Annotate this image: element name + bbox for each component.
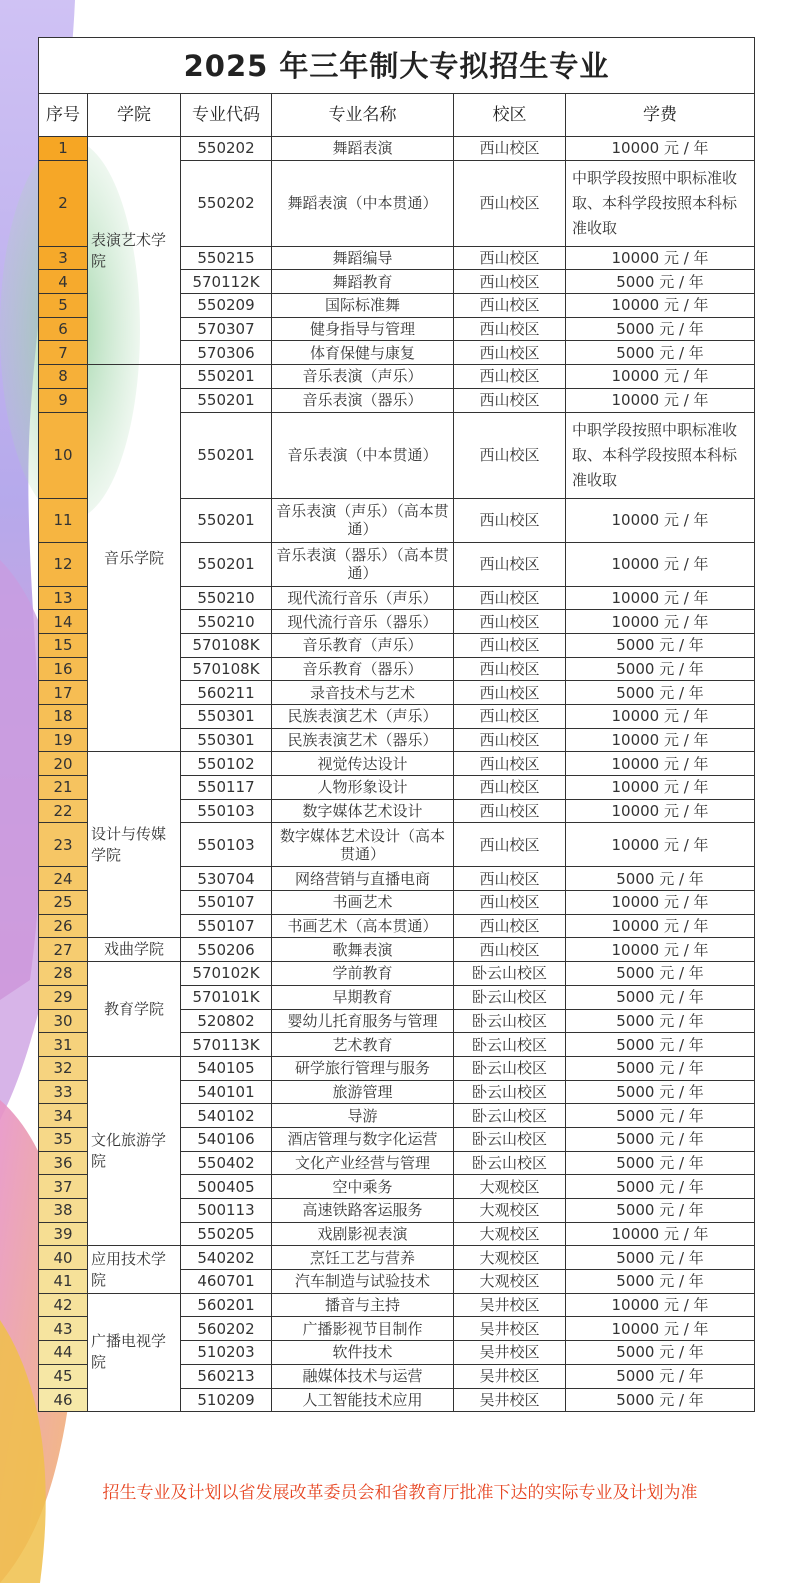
major-code: 570113K bbox=[181, 1033, 272, 1057]
major-code: 460701 bbox=[181, 1270, 272, 1294]
header-fee: 学费 bbox=[566, 94, 755, 137]
row-number: 14 bbox=[39, 610, 88, 634]
footer-note: 招生专业及计划以省发展改革委员会和省教育厅批准下达的实际专业及计划为准 bbox=[102, 1483, 698, 1503]
tuition-fee: 10000 元 / 年 bbox=[566, 498, 755, 542]
major-name: 播音与主持 bbox=[272, 1293, 454, 1317]
major-name: 民族表演艺术（器乐） bbox=[272, 728, 454, 752]
major-name: 录音技术与艺术 bbox=[272, 681, 454, 705]
row-number: 27 bbox=[39, 938, 88, 962]
major-name: 音乐教育（声乐） bbox=[272, 633, 454, 657]
tuition-fee: 5000 元 / 年 bbox=[566, 1270, 755, 1294]
row-number: 20 bbox=[39, 752, 88, 776]
major-code: 550215 bbox=[181, 246, 272, 270]
major-name: 文化产业经营与管理 bbox=[272, 1151, 454, 1175]
table-row bbox=[39, 137, 755, 161]
campus: 吴井校区 bbox=[454, 1293, 566, 1317]
major-code: 550202 bbox=[181, 137, 272, 161]
row-number: 11 bbox=[39, 498, 88, 542]
row-number: 9 bbox=[39, 388, 88, 412]
header-college: 学院 bbox=[88, 94, 181, 137]
major-name: 音乐教育（器乐） bbox=[272, 657, 454, 681]
major-code: 570101K bbox=[181, 985, 272, 1009]
row-number: 7 bbox=[39, 341, 88, 365]
campus: 大观校区 bbox=[454, 1270, 566, 1294]
major-code: 550102 bbox=[181, 752, 272, 776]
tuition-fee: 10000 元 / 年 bbox=[566, 938, 755, 962]
college-name: 表演艺术学院 bbox=[88, 137, 181, 365]
major-name: 歌舞表演 bbox=[272, 938, 454, 962]
major-code: 540202 bbox=[181, 1246, 272, 1270]
tuition-fee: 5000 元 / 年 bbox=[566, 867, 755, 891]
major-code: 540102 bbox=[181, 1104, 272, 1128]
row-number: 21 bbox=[39, 776, 88, 800]
campus: 西山校区 bbox=[454, 341, 566, 365]
major-code: 560213 bbox=[181, 1364, 272, 1388]
major-name: 现代流行音乐（声乐） bbox=[272, 586, 454, 610]
tuition-fee: 10000 元 / 年 bbox=[566, 246, 755, 270]
campus: 卧云山校区 bbox=[454, 962, 566, 986]
tuition-fee: 中职学段按照中职标准收取、本科学段按照本科标准收取 bbox=[566, 160, 755, 246]
major-code: 550103 bbox=[181, 823, 272, 867]
major-name: 学前教育 bbox=[272, 962, 454, 986]
tuition-fee: 5000 元 / 年 bbox=[566, 1104, 755, 1128]
tuition-fee: 5000 元 / 年 bbox=[566, 1033, 755, 1057]
major-code: 550301 bbox=[181, 728, 272, 752]
row-number: 39 bbox=[39, 1222, 88, 1246]
tuition-fee: 10000 元 / 年 bbox=[566, 388, 755, 412]
tuition-fee: 5000 元 / 年 bbox=[566, 962, 755, 986]
major-code: 560201 bbox=[181, 1293, 272, 1317]
tuition-fee: 5000 元 / 年 bbox=[566, 633, 755, 657]
college-name: 设计与传媒学院 bbox=[88, 752, 181, 938]
row-number: 36 bbox=[39, 1151, 88, 1175]
major-name: 网络营销与直播电商 bbox=[272, 867, 454, 891]
campus: 西山校区 bbox=[454, 365, 566, 389]
major-code: 550201 bbox=[181, 388, 272, 412]
major-code: 560211 bbox=[181, 681, 272, 705]
tuition-fee: 10000 元 / 年 bbox=[566, 1293, 755, 1317]
campus: 西山校区 bbox=[454, 137, 566, 161]
major-code: 550107 bbox=[181, 914, 272, 938]
tuition-fee: 5000 元 / 年 bbox=[566, 1199, 755, 1223]
row-number: 29 bbox=[39, 985, 88, 1009]
major-code: 570108K bbox=[181, 657, 272, 681]
campus: 吴井校区 bbox=[454, 1364, 566, 1388]
major-code: 550117 bbox=[181, 776, 272, 800]
campus: 西山校区 bbox=[454, 891, 566, 915]
major-name: 研学旅行管理与服务 bbox=[272, 1056, 454, 1080]
enrollment-table-container bbox=[38, 37, 754, 1412]
tuition-fee: 5000 元 / 年 bbox=[566, 985, 755, 1009]
major-name: 舞蹈教育 bbox=[272, 270, 454, 294]
major-code: 550210 bbox=[181, 610, 272, 634]
row-number: 23 bbox=[39, 823, 88, 867]
campus: 西山校区 bbox=[454, 776, 566, 800]
major-code: 540101 bbox=[181, 1080, 272, 1104]
table-row bbox=[39, 365, 755, 389]
major-code: 550206 bbox=[181, 938, 272, 962]
row-number: 15 bbox=[39, 633, 88, 657]
major-code: 550301 bbox=[181, 704, 272, 728]
tuition-fee: 5000 元 / 年 bbox=[566, 1009, 755, 1033]
major-name: 戏剧影视表演 bbox=[272, 1222, 454, 1246]
major-name: 音乐表演（中本贯通） bbox=[272, 412, 454, 498]
tuition-fee: 10000 元 / 年 bbox=[566, 610, 755, 634]
major-name: 融媒体技术与运营 bbox=[272, 1364, 454, 1388]
major-code: 550201 bbox=[181, 542, 272, 586]
campus: 西山校区 bbox=[454, 938, 566, 962]
table-header-row bbox=[39, 94, 755, 137]
major-name: 国际标准舞 bbox=[272, 294, 454, 318]
major-name: 导游 bbox=[272, 1104, 454, 1128]
major-code: 560202 bbox=[181, 1317, 272, 1341]
table-row bbox=[39, 938, 755, 962]
major-name: 数字媒体艺术设计 bbox=[272, 799, 454, 823]
tuition-fee: 5000 元 / 年 bbox=[566, 1388, 755, 1412]
major-code: 570102K bbox=[181, 962, 272, 986]
tuition-fee: 5000 元 / 年 bbox=[566, 341, 755, 365]
major-name: 酒店管理与数字化运营 bbox=[272, 1127, 454, 1151]
row-number: 16 bbox=[39, 657, 88, 681]
tuition-fee: 5000 元 / 年 bbox=[566, 657, 755, 681]
campus: 西山校区 bbox=[454, 160, 566, 246]
header-campus: 校区 bbox=[454, 94, 566, 137]
major-name: 空中乘务 bbox=[272, 1175, 454, 1199]
major-code: 570112K bbox=[181, 270, 272, 294]
campus: 卧云山校区 bbox=[454, 1009, 566, 1033]
major-code: 570108K bbox=[181, 633, 272, 657]
tuition-fee: 5000 元 / 年 bbox=[566, 1127, 755, 1151]
tuition-fee: 10000 元 / 年 bbox=[566, 365, 755, 389]
row-number: 19 bbox=[39, 728, 88, 752]
tuition-fee: 5000 元 / 年 bbox=[566, 681, 755, 705]
row-number: 43 bbox=[39, 1317, 88, 1341]
major-code: 550103 bbox=[181, 799, 272, 823]
row-number: 40 bbox=[39, 1246, 88, 1270]
college-name: 文化旅游学院 bbox=[88, 1056, 181, 1246]
major-name: 人工智能技术应用 bbox=[272, 1388, 454, 1412]
tuition-fee: 10000 元 / 年 bbox=[566, 1222, 755, 1246]
tuition-fee: 5000 元 / 年 bbox=[566, 1080, 755, 1104]
college-name: 音乐学院 bbox=[88, 365, 181, 752]
major-code: 550107 bbox=[181, 891, 272, 915]
major-name: 婴幼儿托育服务与管理 bbox=[272, 1009, 454, 1033]
major-name: 舞蹈表演（中本贯通） bbox=[272, 160, 454, 246]
tuition-fee: 10000 元 / 年 bbox=[566, 704, 755, 728]
major-name: 现代流行音乐（器乐） bbox=[272, 610, 454, 634]
major-code: 510203 bbox=[181, 1341, 272, 1365]
tuition-fee: 10000 元 / 年 bbox=[566, 823, 755, 867]
campus: 卧云山校区 bbox=[454, 1127, 566, 1151]
tuition-fee: 10000 元 / 年 bbox=[566, 891, 755, 915]
tuition-fee: 10000 元 / 年 bbox=[566, 799, 755, 823]
tuition-fee: 5000 元 / 年 bbox=[566, 317, 755, 341]
major-code: 550201 bbox=[181, 365, 272, 389]
row-number: 5 bbox=[39, 294, 88, 318]
tuition-fee: 10000 元 / 年 bbox=[566, 1317, 755, 1341]
campus: 西山校区 bbox=[454, 657, 566, 681]
college-name: 广播电视学院 bbox=[88, 1293, 181, 1411]
campus: 大观校区 bbox=[454, 1222, 566, 1246]
tuition-fee: 10000 元 / 年 bbox=[566, 542, 755, 586]
major-code: 500113 bbox=[181, 1199, 272, 1223]
row-number: 8 bbox=[39, 365, 88, 389]
campus: 西山校区 bbox=[454, 586, 566, 610]
tuition-fee: 10000 元 / 年 bbox=[566, 586, 755, 610]
table-row bbox=[39, 962, 755, 986]
major-name: 音乐表演（声乐）（高本贯通） bbox=[272, 498, 454, 542]
campus: 西山校区 bbox=[454, 823, 566, 867]
row-number: 6 bbox=[39, 317, 88, 341]
table-row bbox=[39, 752, 755, 776]
row-number: 13 bbox=[39, 586, 88, 610]
major-name: 舞蹈编导 bbox=[272, 246, 454, 270]
major-name: 广播影视节目制作 bbox=[272, 1317, 454, 1341]
major-code: 520802 bbox=[181, 1009, 272, 1033]
campus: 西山校区 bbox=[454, 728, 566, 752]
college-name: 教育学院 bbox=[88, 962, 181, 1057]
major-name: 汽车制造与试验技术 bbox=[272, 1270, 454, 1294]
campus: 西山校区 bbox=[454, 388, 566, 412]
table-row bbox=[39, 1293, 755, 1317]
major-name: 烹饪工艺与营养 bbox=[272, 1246, 454, 1270]
major-name: 音乐表演（器乐）（高本贯通） bbox=[272, 542, 454, 586]
major-name: 人物形象设计 bbox=[272, 776, 454, 800]
major-code: 530704 bbox=[181, 867, 272, 891]
campus: 西山校区 bbox=[454, 610, 566, 634]
tuition-fee: 中职学段按照中职标准收取、本科学段按照本科标准收取 bbox=[566, 412, 755, 498]
major-name: 视觉传达设计 bbox=[272, 752, 454, 776]
row-number: 10 bbox=[39, 412, 88, 498]
campus: 卧云山校区 bbox=[454, 985, 566, 1009]
row-number: 12 bbox=[39, 542, 88, 586]
campus: 西山校区 bbox=[454, 633, 566, 657]
row-number: 28 bbox=[39, 962, 88, 986]
major-code: 550209 bbox=[181, 294, 272, 318]
row-number: 32 bbox=[39, 1056, 88, 1080]
tuition-fee: 10000 元 / 年 bbox=[566, 137, 755, 161]
tuition-fee: 10000 元 / 年 bbox=[566, 752, 755, 776]
campus: 卧云山校区 bbox=[454, 1080, 566, 1104]
tuition-fee: 10000 元 / 年 bbox=[566, 914, 755, 938]
campus: 西山校区 bbox=[454, 270, 566, 294]
major-name: 舞蹈表演 bbox=[272, 137, 454, 161]
campus: 卧云山校区 bbox=[454, 1104, 566, 1128]
row-number: 2 bbox=[39, 160, 88, 246]
college-name: 戏曲学院 bbox=[88, 938, 181, 962]
tuition-fee: 5000 元 / 年 bbox=[566, 1151, 755, 1175]
row-number: 45 bbox=[39, 1364, 88, 1388]
campus: 大观校区 bbox=[454, 1246, 566, 1270]
tuition-fee: 10000 元 / 年 bbox=[566, 728, 755, 752]
header-major: 专业名称 bbox=[272, 94, 454, 137]
major-code: 510209 bbox=[181, 1388, 272, 1412]
campus: 吴井校区 bbox=[454, 1317, 566, 1341]
campus: 吴井校区 bbox=[454, 1341, 566, 1365]
tuition-fee: 5000 元 / 年 bbox=[566, 1056, 755, 1080]
major-code: 540106 bbox=[181, 1127, 272, 1151]
tuition-fee: 10000 元 / 年 bbox=[566, 776, 755, 800]
major-name: 民族表演艺术（声乐） bbox=[272, 704, 454, 728]
row-number: 3 bbox=[39, 246, 88, 270]
major-name: 体育保健与康复 bbox=[272, 341, 454, 365]
major-name: 音乐表演（器乐） bbox=[272, 388, 454, 412]
row-number: 18 bbox=[39, 704, 88, 728]
row-number: 33 bbox=[39, 1080, 88, 1104]
campus: 西山校区 bbox=[454, 542, 566, 586]
row-number: 25 bbox=[39, 891, 88, 915]
campus: 西山校区 bbox=[454, 752, 566, 776]
tuition-fee: 10000 元 / 年 bbox=[566, 294, 755, 318]
enrollment-table bbox=[38, 37, 755, 1412]
row-number: 37 bbox=[39, 1175, 88, 1199]
major-name: 数字媒体艺术设计（高本贯通） bbox=[272, 823, 454, 867]
major-code: 550202 bbox=[181, 160, 272, 246]
campus: 西山校区 bbox=[454, 294, 566, 318]
major-code: 550201 bbox=[181, 498, 272, 542]
row-number: 30 bbox=[39, 1009, 88, 1033]
campus: 大观校区 bbox=[454, 1199, 566, 1223]
campus: 西山校区 bbox=[454, 914, 566, 938]
major-code: 500405 bbox=[181, 1175, 272, 1199]
major-name: 旅游管理 bbox=[272, 1080, 454, 1104]
major-code: 570306 bbox=[181, 341, 272, 365]
row-number: 4 bbox=[39, 270, 88, 294]
table-row bbox=[39, 1056, 755, 1080]
row-number: 38 bbox=[39, 1199, 88, 1223]
row-number: 41 bbox=[39, 1270, 88, 1294]
campus: 卧云山校区 bbox=[454, 1033, 566, 1057]
campus: 西山校区 bbox=[454, 799, 566, 823]
table-row bbox=[39, 1246, 755, 1270]
major-name: 软件技术 bbox=[272, 1341, 454, 1365]
tuition-fee: 5000 元 / 年 bbox=[566, 1341, 755, 1365]
campus: 西山校区 bbox=[454, 317, 566, 341]
header-no: 序号 bbox=[39, 94, 88, 137]
campus: 大观校区 bbox=[454, 1175, 566, 1199]
major-name: 书画艺术（高本贯通） bbox=[272, 914, 454, 938]
row-number: 44 bbox=[39, 1341, 88, 1365]
table-title: 2025 年三年制大专拟招生专业 bbox=[39, 38, 755, 94]
major-name: 健身指导与管理 bbox=[272, 317, 454, 341]
tuition-fee: 5000 元 / 年 bbox=[566, 1175, 755, 1199]
major-code: 550201 bbox=[181, 412, 272, 498]
row-number: 22 bbox=[39, 799, 88, 823]
tuition-fee: 5000 元 / 年 bbox=[566, 270, 755, 294]
row-number: 31 bbox=[39, 1033, 88, 1057]
major-name: 书画艺术 bbox=[272, 891, 454, 915]
tuition-fee: 5000 元 / 年 bbox=[566, 1246, 755, 1270]
campus: 西山校区 bbox=[454, 681, 566, 705]
major-code: 540105 bbox=[181, 1056, 272, 1080]
row-number: 17 bbox=[39, 681, 88, 705]
major-code: 550402 bbox=[181, 1151, 272, 1175]
row-number: 24 bbox=[39, 867, 88, 891]
campus: 西山校区 bbox=[454, 867, 566, 891]
campus: 西山校区 bbox=[454, 246, 566, 270]
row-number: 34 bbox=[39, 1104, 88, 1128]
campus: 西山校区 bbox=[454, 704, 566, 728]
row-number: 1 bbox=[39, 137, 88, 161]
campus: 卧云山校区 bbox=[454, 1151, 566, 1175]
major-code: 550205 bbox=[181, 1222, 272, 1246]
college-name: 应用技术学院 bbox=[88, 1246, 181, 1293]
major-name: 高速铁路客运服务 bbox=[272, 1199, 454, 1223]
major-name: 早期教育 bbox=[272, 985, 454, 1009]
row-number: 42 bbox=[39, 1293, 88, 1317]
major-name: 音乐表演（声乐） bbox=[272, 365, 454, 389]
campus: 西山校区 bbox=[454, 498, 566, 542]
major-code: 570307 bbox=[181, 317, 272, 341]
campus: 卧云山校区 bbox=[454, 1056, 566, 1080]
row-number: 46 bbox=[39, 1388, 88, 1412]
campus: 西山校区 bbox=[454, 412, 566, 498]
row-number: 35 bbox=[39, 1127, 88, 1151]
major-code: 550210 bbox=[181, 586, 272, 610]
tuition-fee: 5000 元 / 年 bbox=[566, 1364, 755, 1388]
header-code: 专业代码 bbox=[181, 94, 272, 137]
row-number: 26 bbox=[39, 914, 88, 938]
major-name: 艺术教育 bbox=[272, 1033, 454, 1057]
campus: 吴井校区 bbox=[454, 1388, 566, 1412]
